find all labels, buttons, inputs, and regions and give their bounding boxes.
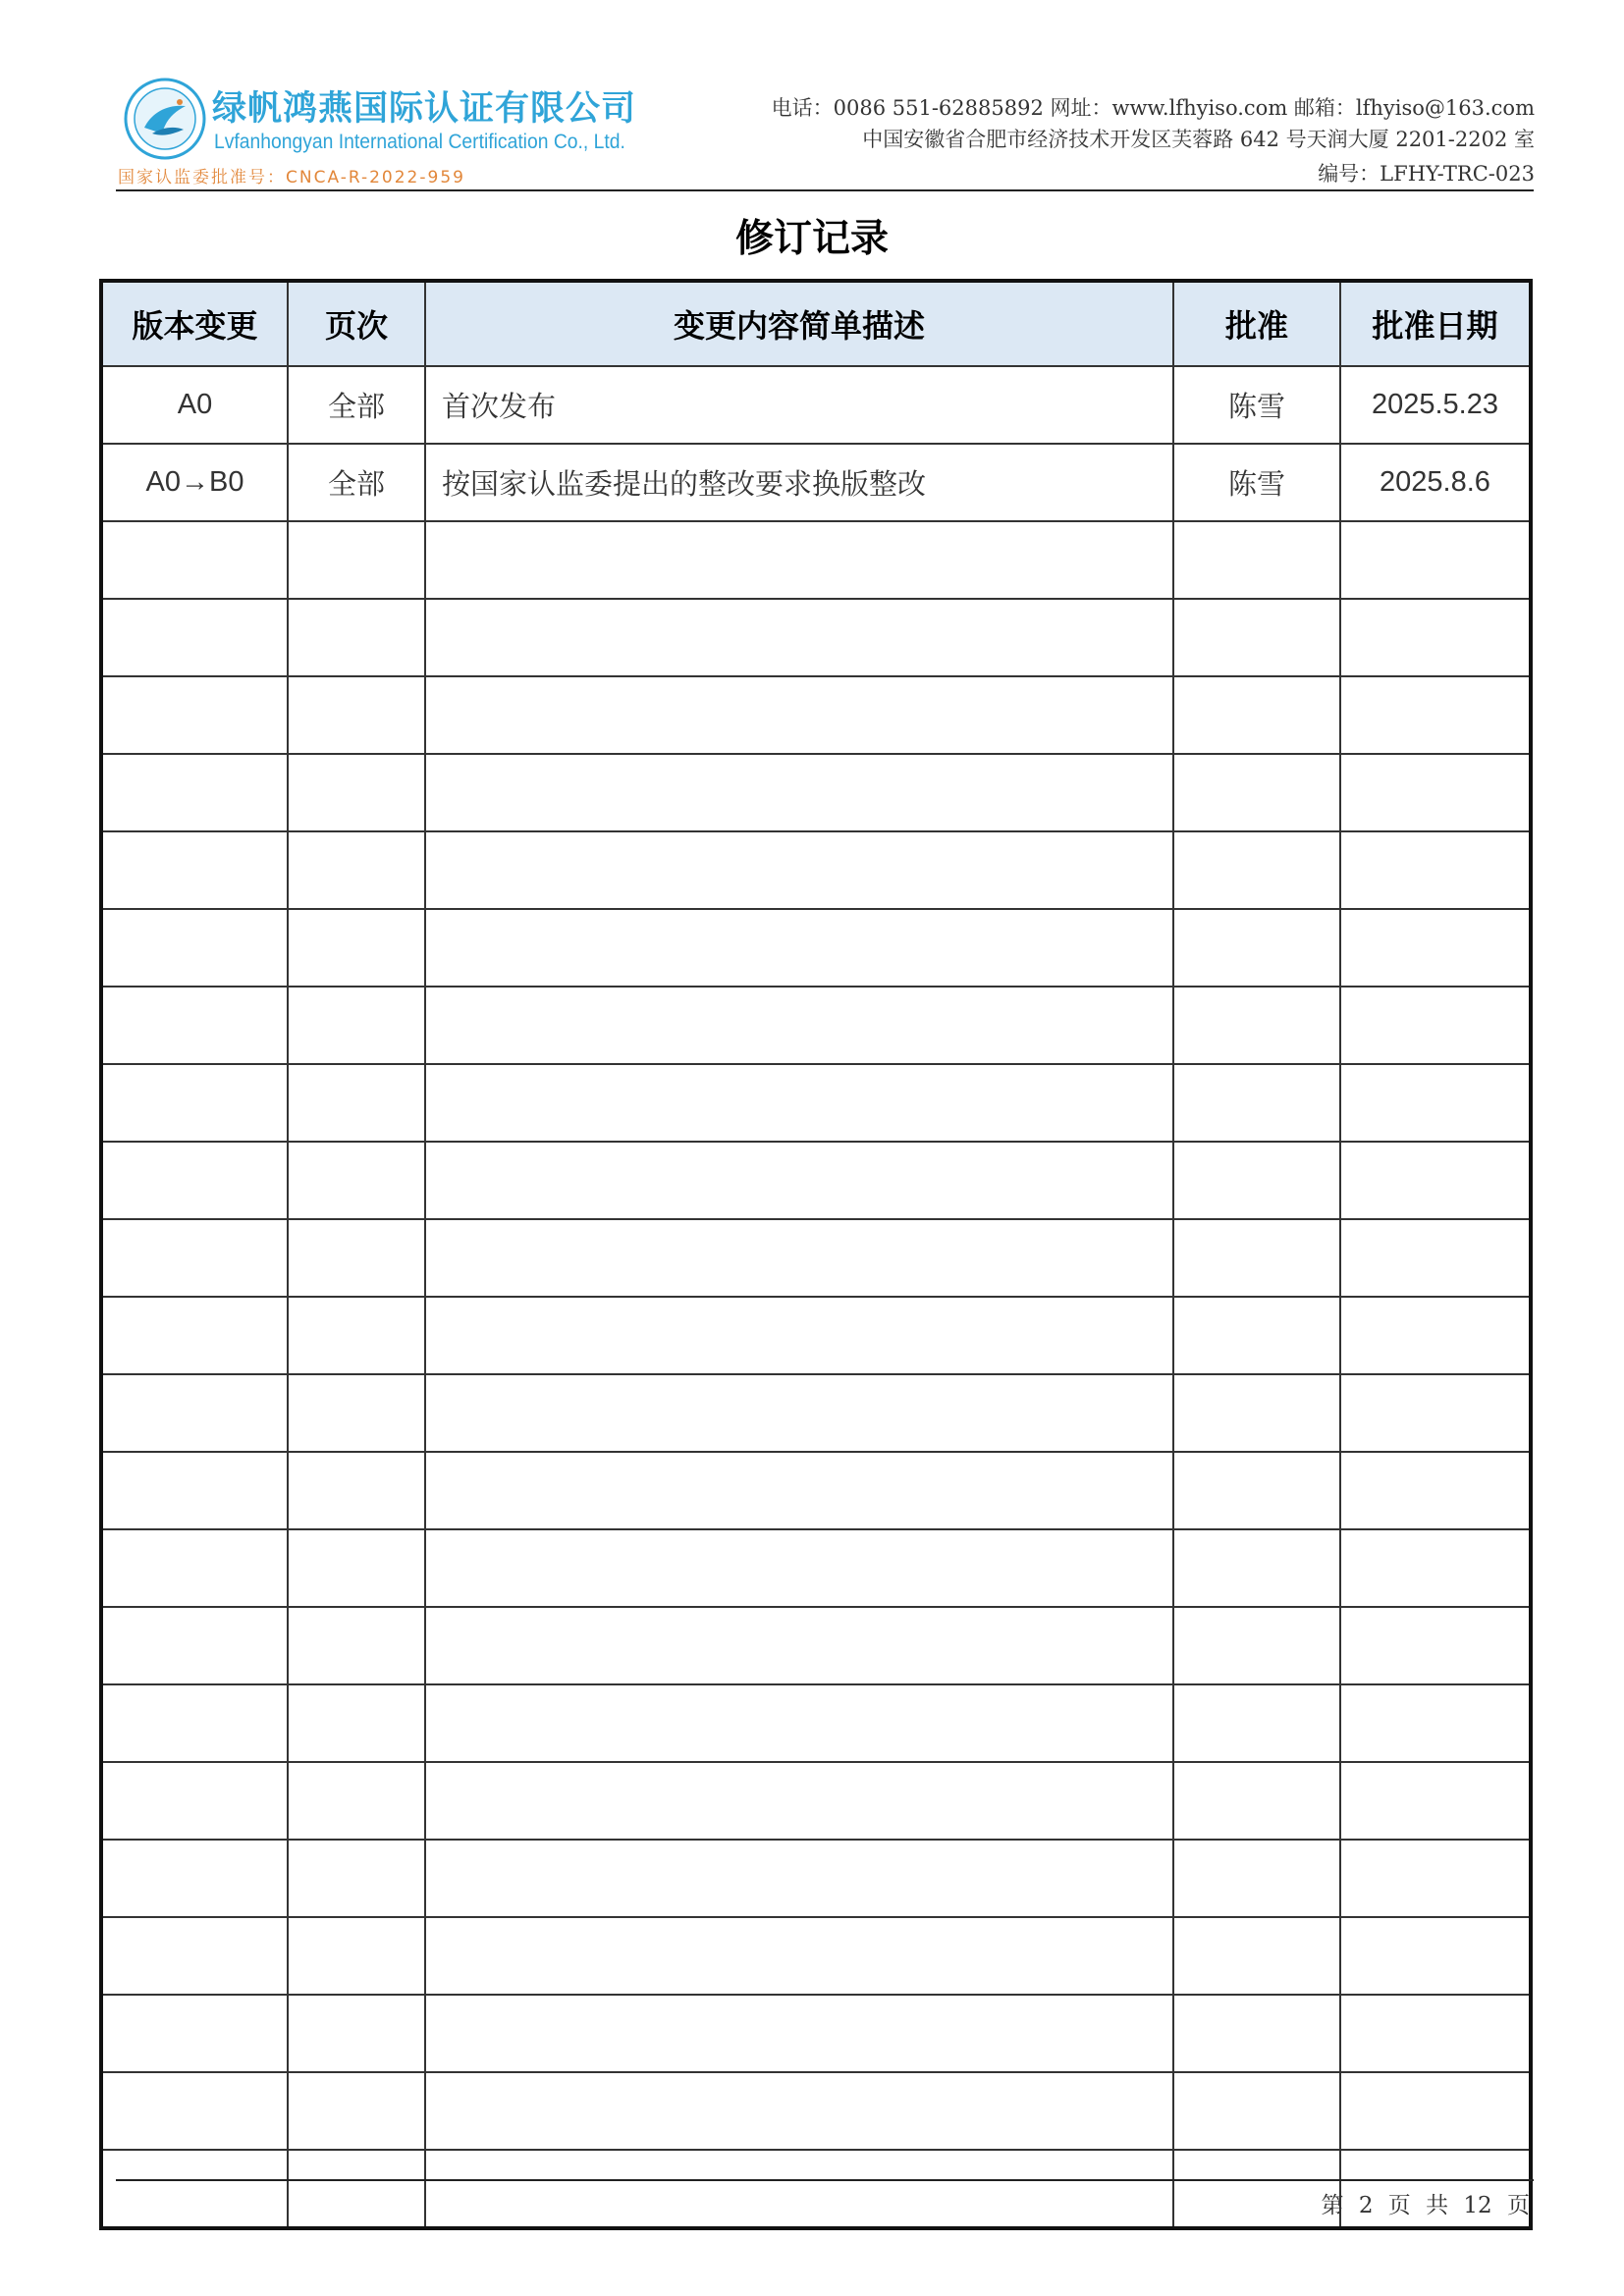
table-row [101,366,1531,444]
cell-approver [1173,909,1340,987]
cell-date [1340,1452,1531,1529]
cell-version [101,1219,288,1297]
cell-description: 按国家认监委提出的整改要求换版整改 [425,444,1173,521]
cell-approver [1173,2072,1340,2150]
column-header-approver: 批准 [1173,281,1340,366]
cell-description [425,1064,1173,1142]
cell-approver [1173,521,1340,599]
cell-description [425,1995,1173,2072]
cell-description [425,1142,1173,1219]
cell-approver [1173,1297,1340,1374]
cell-version [101,1374,288,1452]
cell-date [1340,1142,1531,1219]
cell-date [1340,599,1531,676]
company-logo-emblem [123,77,207,161]
cell-page [288,1297,425,1374]
cell-version [101,2150,288,2228]
table-row [101,1840,1531,1917]
document-number: 编号：LFHY-TRC-023 [1318,162,1535,186]
table-row [101,754,1531,831]
cell-description [425,1762,1173,1840]
cell-page [288,676,425,754]
cell-approver: 陈雪 [1173,366,1340,444]
cell-approver [1173,1840,1340,1917]
cell-page [288,1684,425,1762]
cell-date [1340,676,1531,754]
cell-approver [1173,1529,1340,1607]
table-row [101,1374,1531,1452]
cell-date: 2025.8.6 [1340,444,1531,521]
table-row [101,1142,1531,1219]
cell-date [1340,987,1531,1064]
cell-page [288,1607,425,1684]
cell-version [101,2072,288,2150]
cell-approver [1173,754,1340,831]
cell-version: A0→B0 [101,444,288,521]
table-row [101,987,1531,1064]
cell-approver [1173,676,1340,754]
cell-description [425,1374,1173,1452]
cell-date [1340,1064,1531,1142]
cell-description [425,676,1173,754]
cell-page [288,1374,425,1452]
cell-approver [1173,1142,1340,1219]
cell-description [425,521,1173,599]
cell-description [425,599,1173,676]
cell-date: 2025.5.23 [1340,366,1531,444]
table-row [101,909,1531,987]
cell-page [288,1995,425,2072]
cell-approver [1173,1917,1340,1995]
table-row [101,1917,1531,1995]
cell-version [101,1995,288,2072]
table-row [101,831,1531,909]
table-row [101,1297,1531,1374]
cell-version [101,1607,288,1684]
column-header-version: 版本变更 [101,281,288,366]
cell-version [101,1762,288,1840]
cell-version [101,1297,288,1374]
cell-approver [1173,1219,1340,1297]
table-header-row [101,281,1531,366]
cell-page [288,1762,425,1840]
table-row [101,1995,1531,2072]
cell-version [101,987,288,1064]
table-row [101,676,1531,754]
cell-date [1340,1529,1531,1607]
cell-version [101,1452,288,1529]
cell-version [101,521,288,599]
table-row [101,1452,1531,1529]
table-row [101,444,1531,521]
cell-date [1340,1995,1531,2072]
cell-approver [1173,1995,1340,2072]
cell-version [101,1917,288,1995]
cell-description [425,1684,1173,1762]
header-divider [116,189,1534,191]
cell-date [1340,1684,1531,1762]
cell-description: 首次发布 [425,366,1173,444]
column-header-page: 页次 [288,281,425,366]
page-title: 修订记录 [734,217,889,261]
cell-approver [1173,1374,1340,1452]
cell-description [425,987,1173,1064]
table-row [101,1762,1531,1840]
cell-approver [1173,1452,1340,1529]
cell-approver [1173,831,1340,909]
cell-page [288,1219,425,1297]
cell-version [101,1064,288,1142]
table-row [101,1219,1531,1297]
cell-version [101,676,288,754]
cell-date [1340,754,1531,831]
cell-page [288,1917,425,1995]
table-row [101,1607,1531,1684]
cell-version: A0 [101,366,288,444]
table-row [101,521,1531,599]
cell-description [425,909,1173,987]
cell-page [288,909,425,987]
cell-description [425,1917,1173,1995]
cell-description [425,1297,1173,1374]
cell-approver [1173,2150,1340,2228]
cell-approver [1173,987,1340,1064]
cell-page [288,987,425,1064]
cell-date [1340,1762,1531,1840]
cell-date [1340,1374,1531,1452]
cell-page [288,754,425,831]
table-row [101,1684,1531,1762]
cell-page [288,1064,425,1142]
cell-description [425,1219,1173,1297]
cell-version [101,1142,288,1219]
cell-approver [1173,599,1340,676]
cell-page [288,1452,425,1529]
cell-description [425,831,1173,909]
cell-date [1340,2072,1531,2150]
cell-date [1340,1607,1531,1684]
cell-date [1340,831,1531,909]
column-header-description: 变更内容简单描述 [425,281,1173,366]
cell-page [288,1142,425,1219]
cell-approver [1173,1684,1340,1762]
cell-version [101,831,288,909]
cell-page [288,1840,425,1917]
cell-description [425,1452,1173,1529]
cell-version [101,754,288,831]
contact-info: 电话：0086 551-62885892 网址：www.lfhyiso.com 邮箱：lfhyiso@163.com [771,96,1535,120]
cell-version [101,1840,288,1917]
footer-divider [116,2179,1534,2181]
cell-page [288,831,425,909]
table-row [101,2072,1531,2150]
cell-page [288,599,425,676]
cell-description [425,1607,1173,1684]
approval-number: 国家认监委批准号：CNCA-R-2022-959 [118,168,465,187]
cell-version [101,909,288,987]
cell-approver [1173,1607,1340,1684]
cell-description [425,1529,1173,1607]
company-name-cn: 绿帆鸿燕国际认证有限公司 [212,89,637,129]
cell-description [425,2150,1173,2228]
cell-page: 全部 [288,444,425,521]
cell-approver [1173,1064,1340,1142]
cell-page [288,1529,425,1607]
cell-date [1340,1840,1531,1917]
cell-date [1340,1297,1531,1374]
column-header-date: 批准日期 [1340,281,1531,366]
table-row [101,1529,1531,1607]
table-body [101,366,1531,2228]
cell-date [1340,909,1531,987]
cell-version [101,1684,288,1762]
cell-description [425,754,1173,831]
cell-date [1340,521,1531,599]
cell-description [425,2072,1173,2150]
cell-date [1340,1917,1531,1995]
table-row [101,1064,1531,1142]
company-name-en: Lvfanhongyan International Certification Co., Ltd. [214,131,625,153]
cell-version [101,1529,288,1607]
cell-page [288,2072,425,2150]
cell-approver: 陈雪 [1173,444,1340,521]
table-row [101,2150,1531,2228]
cell-page [288,521,425,599]
table-row [101,599,1531,676]
cell-description [425,1840,1173,1917]
cell-date [1340,1219,1531,1297]
cell-page: 全部 [288,366,425,444]
company-address: 中国安徽省合肥市经济技术开发区芙蓉路 642 号天润大厦 2201-2202 室 [862,128,1535,151]
cell-version [101,599,288,676]
cell-approver [1173,1762,1340,1840]
page-number: 第 2 页 共 12 页 [1321,2193,1530,2218]
revision-table [99,279,1533,2230]
cell-page [288,2150,425,2228]
